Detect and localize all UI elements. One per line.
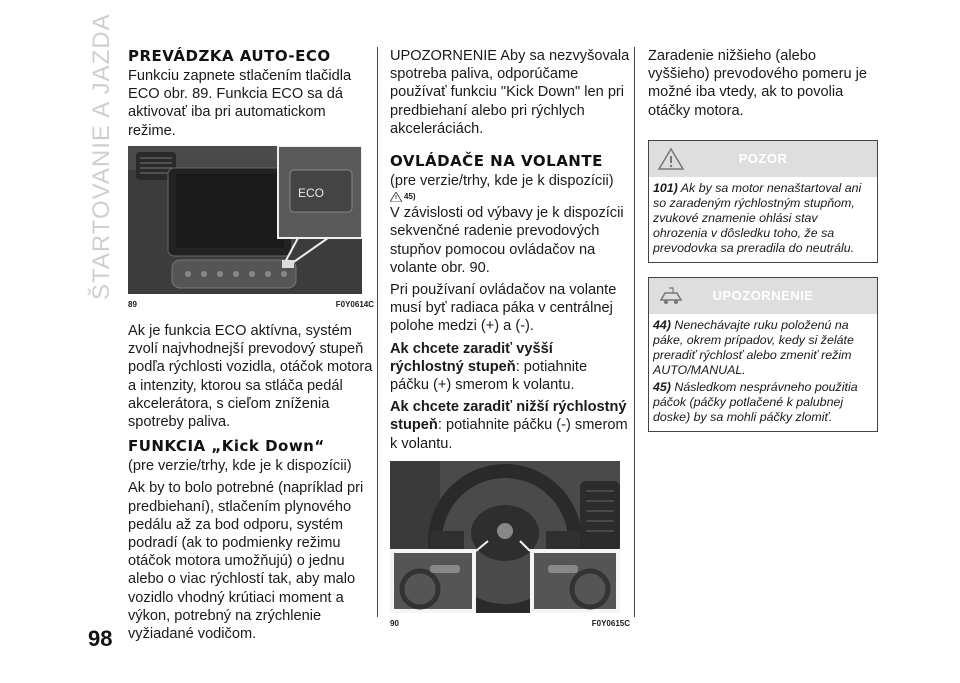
figure-89 [128,146,362,294]
warning-box-header [649,141,877,177]
figure-caption [128,296,374,314]
paragraph: Ak by to bolo potrebné (napríklad pri predbiehaní), stlačením plynového pedálu až za bod odporu, systém podradí (ak to podmienky režimu otáčok motora umožňujú) o jednu alebo o viac rýchlostí tak, aby malo vozidlo vhodný krútiaci moment a výkon, potrebný na zrýchlenie vyžiadané vodičom. [128,480,364,643]
paragraph: UPOZORNENIE Aby sa nezvyšovala spotreba paliva, odporúčame používať funkciu "Kick Down" len pri predbiehaní alebo pri rýchlych akceleráciách. [390,48,630,137]
warning-box-body [649,177,877,262]
upshift-text: : potiahnite páčku (+) smerom k volantu. [390,358,588,394]
chapter-title: ŠTARTOVANIE A JAZDA [88,13,115,300]
eco-button-label: ECO [298,185,325,200]
figure-code: F0Y0615C [591,618,630,628]
paragraph: (pre verzie/trhy, kde je k dispozícii) [128,458,352,475]
downshift-text: : potiahnite páčku (-) smerom k volantu. [390,417,628,452]
section-heading-kickdown: FUNKCIA „Kick Down“ [128,437,325,456]
note-text: Ak by sa motor nenaštartoval ani so zaradeným rýchlostným stupňom, zvukové znamenie ohlási stav ohrozenia v dôsledku toho, že sa prevodovka sa preradila do neutrálu. [653,180,862,255]
warning-ref [390,190,630,204]
column-2 [390,47,630,641]
note-number: 101) [653,180,678,195]
note-text: Následkom nesprávneho použitia páčok (páčky potlačené k palubnej doske) by sa mohli páčky zlomiť. [653,379,858,424]
warning-triangle-icon [390,192,402,202]
notice-box-header [649,278,877,314]
figure-number: 89 [128,299,137,309]
upshift-heading: Ak chcete zaradiť vyšší rýchlostný stupeň [390,340,553,375]
paragraph: Funkciu zapnete stlačením tlačidla ECO obr. 89. Funkcia ECO sa dá aktivovať iba pri automatickom režime. [128,68,352,139]
paragraph: Zaradenie nižšieho (alebo vyššieho) prevodového pomeru je možné iba vtedy, ak to povolia otáčky motora. [648,48,868,119]
warning-box [648,140,878,263]
eco-dashboard-illustration [128,146,362,294]
column-divider [377,47,378,617]
column-1 [128,47,374,647]
section-heading-eco: PREVÁDZKA AUTO-ECO [128,47,331,65]
figure-number: 90 [390,618,399,628]
column-divider [634,47,635,617]
page-number: 98 [88,626,113,651]
section-heading-steering: OVLÁDAČE NA VOLANTE [390,152,603,171]
figure-caption [390,615,630,633]
column-3 [648,47,878,446]
paragraph: (pre verzie/trhy, kde je k dispozícii) [390,173,614,190]
paragraph: Ak je funkcia ECO aktívna, systém zvolí najvhodnejší prevodový stupeň podľa rýchlosti vozidla, otáčok motora a intenzity, ktorou sa stláča pedál akcelerátora, s cieľom zníženia spotreby paliva. [128,323,373,431]
note-number: 45) [653,379,671,394]
reference-number: 45) [404,192,416,202]
warning-triangle-icon [657,147,685,171]
figure-code: F0Y0614C [335,299,374,309]
notice-box-body [649,314,877,431]
notice-box [648,277,878,432]
note-number: 44) [653,317,671,332]
warning-box-title: POZOR [738,150,788,166]
downshift-heading: Ak chcete zaradiť nižší rýchlostný stupeň [390,399,627,434]
car-hand-icon [657,284,685,308]
steering-wheel-illustration [390,461,620,613]
figure-90 [390,461,620,613]
notice-box-title: UPOZORNENIE [712,287,814,303]
paragraph: Pri používaní ovládačov na volante musí byť radiaca páka v centrálnej polohe medzi (+) a (-). [390,282,617,335]
paragraph: V závislosti od výbavy je k dispozícii sekvenčné radenie prevodových stupňov pomocou ovládačov na volante obr. 90. [390,205,624,276]
note-text: Nenechávajte ruku položenú na páke, okrem prípadov, kedy si želáte preradiť rýchlosť alebo zmeniť režim AUTO/MANUAL. [653,317,854,377]
